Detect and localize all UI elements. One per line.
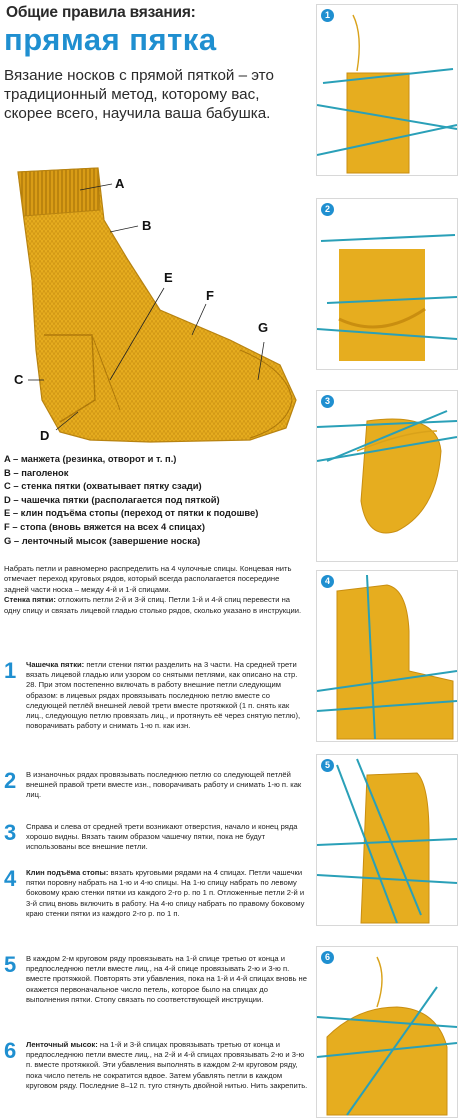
- step-text: Справа и слева от средней трети возникают отверстия, начало и конец ряда хорошо видны. Вязать таким образом чашечку пятки, пока не будут использованы все внешние петли.: [26, 822, 298, 852]
- header-kicker: Общие правила вязания:: [6, 4, 196, 21]
- step-4: [4, 868, 308, 919]
- parts-legend: [4, 452, 308, 547]
- panel-badge: 2: [321, 203, 334, 216]
- heel-wall-paragraph: [4, 595, 306, 616]
- callout-g: G: [258, 320, 269, 335]
- photo-column: [312, 0, 460, 1120]
- intro-text: [4, 564, 306, 616]
- legend-item: C – стенка пятки (охватывает пятку сзади): [4, 480, 202, 492]
- step-2: [4, 770, 308, 801]
- panel-badge: 6: [321, 951, 334, 964]
- sock-diagram: [0, 160, 310, 450]
- step-text: петли стенки пятки разделить на 3 части. На средней трети вязать лицевой гладью или узором со снятыми петлями, как описано на стр. 28. При этом постепенно включать в работу внешние петли следующим образом: в лицевых рядах провязывать последнюю петлю вместе со следующей петлёй внешней левой трети вместе протяжкой (1 п. снять как лиц., следующую петлю провязать лиц., и протянуть её через снятую петлю), поворачивать работу и снимать 1-ю п. как изн.: [26, 660, 301, 731]
- step-number: 5: [4, 952, 17, 977]
- knitting-photo: [317, 199, 457, 369]
- step-label: Ленточный мысок:: [26, 1040, 98, 1049]
- legend-item: D – чашечка пятки (располагается под пяткой): [4, 493, 220, 505]
- legend-item: E – клин подъёма стопы (переход от пятки к подошве): [4, 507, 259, 519]
- step-number: 2: [4, 768, 17, 793]
- sock-illustration: [0, 160, 310, 450]
- callout-b: B: [142, 218, 152, 233]
- step-number: 4: [4, 866, 17, 891]
- callout-d: D: [40, 428, 50, 443]
- step-3: [4, 822, 308, 853]
- legend-item: A – манжета (резинка, отворот и т. п.): [4, 453, 177, 464]
- step-label: Клин подъёма стопы:: [26, 868, 109, 877]
- photo-panel-2: [316, 198, 458, 370]
- legend-item: G – ленточный мысок (завершение носка): [4, 534, 201, 546]
- heel-wall-label: Стенка пятки:: [4, 595, 56, 605]
- photo-panel-1: [316, 4, 458, 176]
- heel-wall-text: отложить петли 2-й и 3-й спиц. Петли 1-й и 4-й спиц перевести на одну спицу и связать лицевой гладью столько рядов, сколько указано в инструкции.: [4, 595, 302, 615]
- panel-badge: 4: [321, 575, 334, 588]
- callout-a: A: [115, 176, 125, 191]
- panel-badge: 3: [321, 395, 334, 408]
- photo-panel-5: [316, 754, 458, 926]
- photo-panel-6: [316, 946, 458, 1118]
- photo-panel-3: [316, 390, 458, 562]
- intro-paragraph: Набрать петли и равномерно распределить на 4 чулочные спицы. Концевая нить отмечает переход круговых рядов, который всегда располагается посередине задней части носка – между 4-й и 1-й спицами.: [4, 564, 292, 594]
- step-text: вязать круговыми рядами на 4 спицах. Петли чашечки пятки поровну набрать на 1-ю и 4-ю спицы. На 1-ю спицу набрать по левому боковому краю стенки пятки из каждого 2-го р. по 1 п. Отложенные петли 2-й и 3-й спиц вновь включить в работу. На 4-ю спицу набрать по правому боковому краю стенки пятки из каждого 2-го р. по 1 п.: [26, 868, 305, 918]
- legend-item: F – стопа (вновь вяжется на всех 4 спицах): [4, 520, 205, 532]
- step-1: [4, 660, 308, 731]
- page-title: прямая пятка: [4, 22, 217, 57]
- lead-paragraph: Вязание носков с прямой пяткой – это традиционный метод, которому вас, скорее всего, научила ваша бабушка.: [4, 67, 274, 122]
- step-text: на 1-й и 3-й спицах провязывать третью от конца и предпоследнюю петли вместе лиц., на 2-й и 4-й спицах провязывать 2-ю и 3-ю п. вместе протяжкой. Эти убавления выполнять в каждом 2-м круговом ряду, пока число петель не сократится вдвое. Затем убавлять петли в каждом круговом ряду. Последние 8–12 п. туго стянуть двойной нитью. Нить закрепить.: [26, 1040, 308, 1090]
- step-label: Чашечка пятки:: [26, 660, 85, 669]
- knitting-photo: [317, 947, 457, 1117]
- callout-e: E: [164, 270, 173, 285]
- knitting-photo: [317, 5, 457, 175]
- callout-c: C: [14, 372, 24, 387]
- photo-panel-4: [316, 570, 458, 742]
- knitting-photo: [317, 571, 457, 741]
- legend-item: B – паголенок: [4, 466, 69, 478]
- knitting-photo: [317, 755, 457, 925]
- step-number: 6: [4, 1038, 17, 1063]
- step-number: 3: [4, 820, 17, 845]
- step-number: 1: [4, 658, 17, 683]
- panel-badge: 5: [321, 759, 334, 772]
- knitting-photo: [317, 391, 457, 561]
- step-text: В каждом 2-м круговом ряду провязывать на 1-й спице третью от конца и предпоследнюю петли вместе лиц., на 4-й спице провязывать 2-ю и 3-ю п. вместе протяжкой. Повторять эти убавления, пока на 1-й и 4-й спицах вновь не окажется первоначальное число петель, которое было на спицах до выполнения пятки. Стопу связать по соответствующей инструкции.: [26, 954, 307, 1004]
- step-text: В изнаночных рядах провязывать последнюю петлю со следующей петлёй внешней правой трети вместе изн., поворачивать работу и снимать 1-ю п. как лиц.: [26, 770, 302, 800]
- step-5: [4, 954, 308, 1005]
- panel-badge: 1: [321, 9, 334, 22]
- callout-f: F: [206, 288, 214, 303]
- step-6: [4, 1040, 308, 1091]
